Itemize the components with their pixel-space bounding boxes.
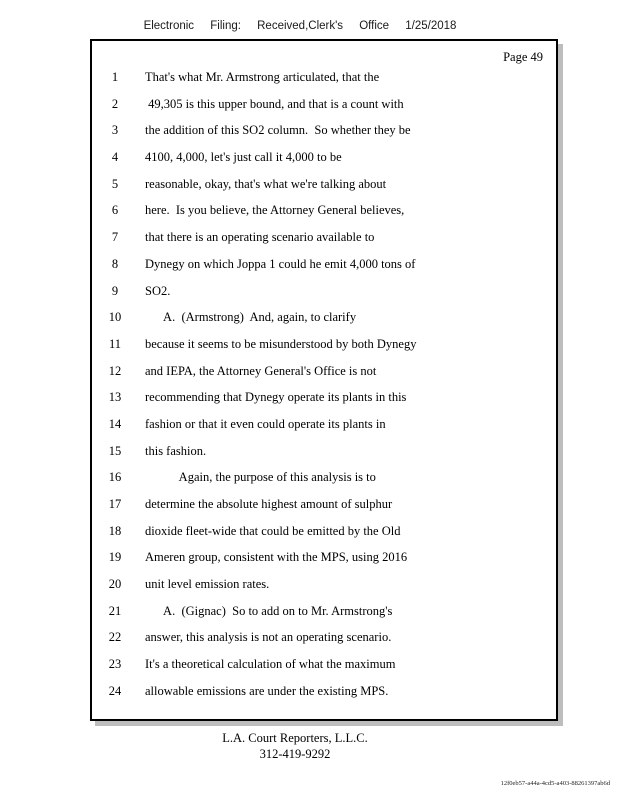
transcript-line [92, 390, 556, 417]
line-number: 18 [108, 523, 122, 538]
line-text: because it seems to be misunderstood by both Dynegy [145, 336, 417, 351]
line-text: recommending that Dynegy operate its plants in this [145, 390, 407, 405]
transcript-line [92, 417, 556, 444]
transcript-line [92, 444, 556, 471]
line-text: Dynegy on which Joppa 1 could he emit 4,000 tons of [145, 256, 416, 271]
line-number: 9 [111, 283, 119, 298]
line-number: 15 [108, 443, 122, 458]
line-text: Again, the purpose of this analysis is to [145, 470, 376, 485]
line-text: here. Is you believe, the Attorney General believes, [145, 203, 405, 218]
transcript-line [92, 364, 556, 391]
reporter-company-name: L.A. Court Reporters, L.L.C. [222, 731, 368, 745]
transcript-line [92, 230, 556, 257]
line-number: 6 [111, 203, 119, 218]
line-number: 16 [108, 470, 122, 485]
transcript-line [92, 470, 556, 497]
document-id-watermark: 12f0eb57-a44a-4cd5-a403-88261397ab6d [500, 780, 610, 787]
transcript-line [92, 657, 556, 684]
line-text: dioxide fleet-wide that could be emitted by the Old [145, 523, 401, 538]
transcript-line [92, 177, 556, 204]
line-number: 20 [108, 577, 122, 592]
line-text: 49,305 is this upper bound, and that is a count with [145, 96, 404, 111]
line-number: 5 [111, 176, 119, 191]
line-number: 23 [108, 657, 122, 672]
line-text: and IEPA, the Attorney General's Office is not [145, 363, 377, 378]
line-text: reasonable, okay, that's what we're talking about [145, 176, 387, 191]
line-number: 12 [108, 363, 122, 378]
line-number: 19 [108, 550, 122, 565]
line-number: 4 [111, 150, 119, 165]
line-number: 24 [108, 683, 122, 698]
transcript-line [92, 70, 556, 97]
line-text: SO2. [145, 283, 171, 298]
line-text: determine the absolute highest amount of sulphur [145, 497, 393, 511]
line-text: this fashion. [145, 443, 207, 458]
line-number: 21 [108, 603, 122, 618]
line-number: 10 [108, 310, 122, 325]
line-number: 17 [108, 497, 122, 511]
transcript-body [92, 70, 556, 711]
line-number: 2 [111, 96, 119, 111]
transcript-line [92, 630, 556, 657]
transcript-line [92, 337, 556, 364]
transcript-line [92, 497, 556, 524]
transcript-line [92, 524, 556, 551]
line-number: 1 [111, 70, 119, 84]
line-text: that there is an operating scenario available to [145, 230, 375, 245]
transcript-line [92, 203, 556, 230]
transcript-line [92, 310, 556, 337]
line-number: 22 [108, 630, 122, 645]
transcript-line [92, 604, 556, 631]
line-text: fashion or that it even could operate its plants in [145, 416, 386, 431]
line-number: 3 [111, 123, 119, 138]
line-text: Ameren group, consistent with the MPS, using 2016 [145, 550, 408, 565]
transcript-line [92, 123, 556, 150]
line-text: unit level emission rates. [145, 577, 270, 592]
reporter-footer [0, 731, 590, 762]
transcript-line [92, 284, 556, 311]
transcript-line [92, 684, 556, 711]
transcript-line [92, 257, 556, 284]
electronic-filing-header: Electronic Filing: Received,Clerk's Office 1/25/2018 [143, 20, 457, 32]
line-number: 11 [108, 336, 122, 351]
line-number: 8 [111, 256, 119, 271]
line-text: That's what Mr. Armstrong articulated, that the [145, 70, 380, 84]
line-number: 13 [108, 390, 122, 405]
reporter-phone-number: 312-419-9292 [259, 746, 331, 761]
line-text: A. (Gignac) So to add on to Mr. Armstrong's [145, 603, 393, 618]
page-number-label: Page 49 [503, 50, 543, 64]
line-text: the addition of this SO2 column. So whether they be [145, 123, 411, 138]
line-text: 4100, 4,000, let's just call it 4,000 to be [145, 150, 342, 165]
transcript-line [92, 550, 556, 577]
line-text: answer, this analysis is not an operating scenario. [145, 630, 392, 645]
line-number: 14 [108, 416, 122, 431]
line-number: 7 [111, 230, 119, 245]
transcript-line [92, 577, 556, 604]
line-text: It's a theoretical calculation of what the maximum [145, 657, 396, 672]
transcript-line [92, 97, 556, 124]
transcript-line [92, 150, 556, 177]
line-text: allowable emissions are under the existing MPS. [145, 683, 389, 698]
document-page [90, 39, 558, 721]
line-text: A. (Armstrong) And, again, to clarify [145, 310, 357, 325]
